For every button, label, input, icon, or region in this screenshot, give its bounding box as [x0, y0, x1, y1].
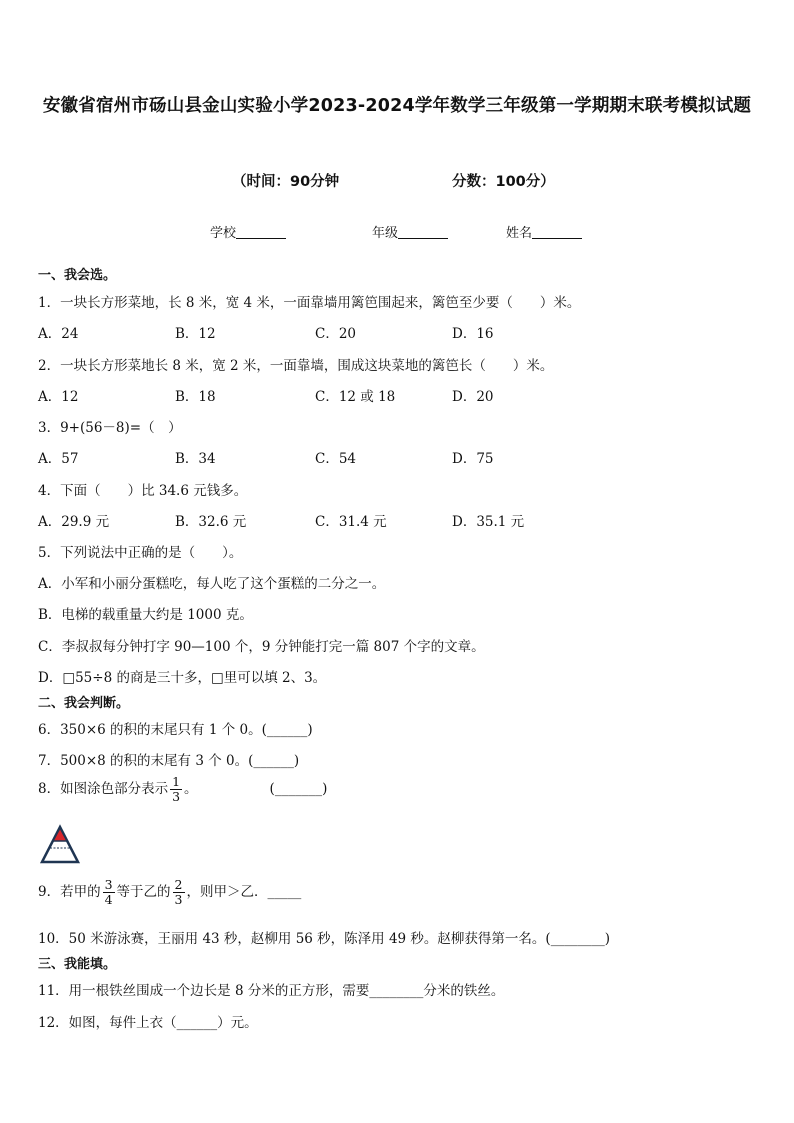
q8-text: 8．如图涂色部分表示	[38, 781, 169, 797]
question-1: 1．一块长方形菜地，长 8 米，宽 4 米，一面靠墙用篱笆围起来，篱笆至少要（ ）米。	[38, 295, 581, 311]
q1-option-a: A．24	[38, 326, 79, 342]
question-9: 9．若甲的 $\frac{3}{4}$ 等于乙的 $\frac{2}{3}$ ，则甲＞乙．_____	[38, 877, 302, 907]
exam-score: 分数：100分）	[452, 174, 555, 190]
q5-option-b: B．电梯的载重量大约是 1000 克。	[38, 607, 253, 623]
question-4: 4．下面（ ）比 34.6 元钱多。	[38, 483, 248, 499]
page-title: 安徽省宿州市砀山县金山实验小学2023-2024学年数学三年级第一学期期末联考模拟试题	[42, 96, 752, 116]
q3-option-a: A．57	[38, 451, 79, 467]
grade-field[interactable]	[372, 222, 448, 241]
exam-time: （时间：90分钟	[232, 174, 340, 190]
q4-option-c: C．31.4 元	[315, 514, 387, 530]
shaded-triangle-figure	[38, 822, 82, 868]
section-heading-1: 一、我会选。	[38, 268, 117, 283]
q3-option-d: D．75	[452, 451, 494, 467]
question-6: 6．350×6 的积的末尾只有 1 个 0。(______)	[38, 722, 313, 738]
question-5: 5．下列说法中正确的是（ ）。	[38, 545, 243, 561]
q5-option-a: A．小军和小丽分蛋糕吃，每人吃了这个蛋糕的二分之一。	[38, 576, 386, 592]
question-3: 3．9+(56－8)=（ ）	[38, 420, 182, 436]
q8-answer-blank[interactable]: (_______)	[269, 781, 328, 797]
q5-option-c: C．李叔叔每分钟打字 90—100 个，9 分钟能打完一篇 807 个字的文章。	[38, 639, 485, 655]
q2-option-b: B．18	[175, 389, 216, 405]
grade-label: 年级	[372, 226, 399, 241]
q4-option-b: B．32.6 元	[175, 514, 247, 530]
q8-fraction: $\frac{1}{3}$	[172, 774, 181, 804]
question-7: 7．500×8 的积的末尾有 3 个 0。(______)	[38, 753, 300, 769]
q9-fraction-1: $\frac{3}{4}$	[104, 877, 113, 907]
school-label: 学校	[210, 226, 237, 241]
q1-option-b: B．12	[175, 326, 216, 342]
section-heading-3: 三、我能填。	[38, 957, 117, 972]
school-field[interactable]	[210, 222, 286, 241]
q3-option-b: B．34	[175, 451, 216, 467]
q9-fraction-2: $\frac{2}{3}$	[174, 877, 183, 907]
q2-option-c: C．12 或 18	[315, 389, 396, 405]
section-heading-2: 二、我会判断。	[38, 696, 130, 711]
q3-option-c: C．54	[315, 451, 357, 467]
q4-option-a: A．29.9 元	[38, 514, 110, 530]
q4-option-d: D．35.1 元	[452, 514, 525, 530]
q5-option-d: D．□55÷8 的商是三十多，□里可以填 2、3。	[38, 670, 327, 686]
name-label: 姓名	[506, 226, 533, 241]
name-field[interactable]	[506, 222, 582, 241]
q1-option-d: D．16	[452, 326, 494, 342]
question-12: 12．如图，每件上衣（______）元。	[38, 1015, 258, 1031]
q2-option-a: A．12	[38, 389, 79, 405]
q2-option-d: D．20	[452, 389, 494, 405]
question-8: 8．如图涂色部分表示 $\frac{1}{3}$ 。 (_______)	[38, 774, 328, 804]
question-10: 10．50 米游泳赛，王丽用 43 秒，赵柳用 56 秒，陈泽用 49 秒。赵柳获得第一名。(________)	[38, 931, 610, 947]
question-2: 2．一块长方形菜地长 8 米，宽 2 米，一面靠墙，围成这块菜地的篱笆长（ ）米。	[38, 358, 554, 374]
question-11: 11．用一根铁丝围成一个边长是 8 分米的正方形，需要________分米的铁丝。	[38, 983, 505, 999]
q1-option-c: C．20	[315, 326, 357, 342]
